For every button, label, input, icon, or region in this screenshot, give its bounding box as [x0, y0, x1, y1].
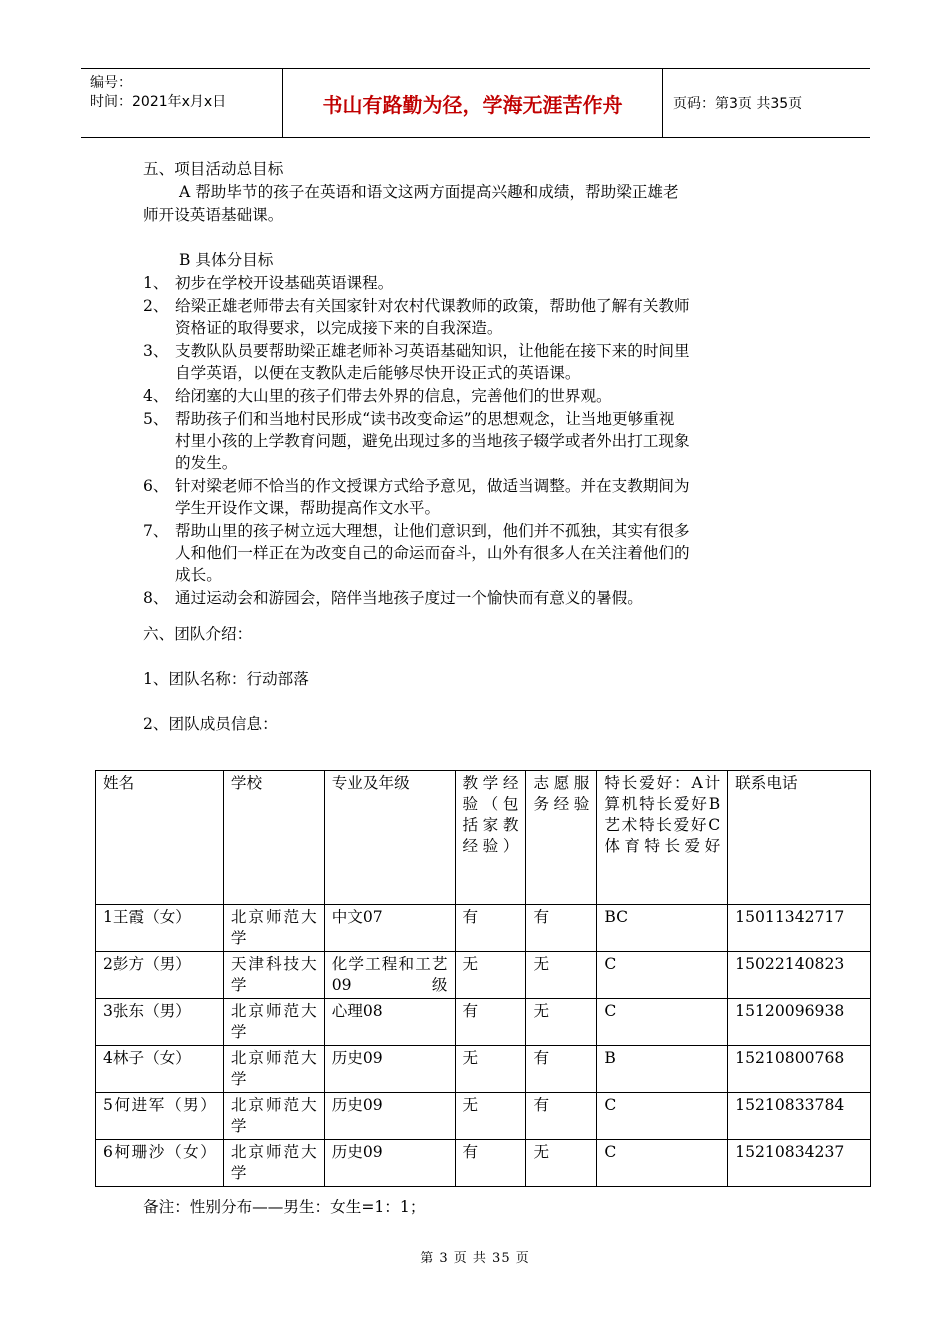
header-volunteer: 志愿服务经验: [526, 771, 597, 905]
cell-school: 北京师范大学: [223, 1093, 324, 1140]
cell-volunteer: 无: [526, 952, 597, 999]
goal-item-line: 学生开设作文课，帮助提高作文水平。: [175, 499, 441, 517]
header-hobby: 特长爱好：A计算机特长爱好B艺术特长爱好C体育特长爱好: [597, 771, 728, 905]
section5-title: 五、项目活动总目标: [143, 160, 284, 178]
cell-phone: 15210833784: [728, 1093, 871, 1140]
header-motto: 书山有路勤为径，学海无涯苦作舟: [283, 69, 663, 137]
table-row: [96, 1140, 871, 1187]
cell-major: 化学工程和工艺09级: [324, 952, 455, 999]
goal-item-line: 初步在学校开设基础英语课程。: [175, 274, 394, 292]
cell-phone: 15011342717: [728, 905, 871, 952]
cell-hobby: C: [597, 952, 728, 999]
time-label: 时间：2021年x月x日: [90, 94, 227, 110]
cell-school: 北京师范大学: [223, 1046, 324, 1093]
page-header: [81, 68, 870, 138]
cell-volunteer: 无: [526, 999, 597, 1046]
goal-item-num: 3、: [143, 342, 169, 360]
goal-a-line1: A 帮助毕节的孩子在英语和语文这两方面提高兴趣和成绩，帮助梁正雄老: [179, 183, 679, 201]
header-name: 姓名: [96, 771, 224, 905]
cell-phone: 15120096938: [728, 999, 871, 1046]
goal-item-line: 村里小孩的上学教育问题，避免出现过多的当地孩子辍学或者外出打工现象: [175, 432, 690, 450]
cell-school: 北京师范大学: [223, 905, 324, 952]
table-row: [96, 1046, 871, 1093]
cell-school: 天津科技大学: [223, 952, 324, 999]
gender-note: 备注：性别分布——男生：女生=1：1；: [143, 1198, 426, 1216]
members-table: [95, 770, 871, 1187]
section6-title: 六、团队介绍：: [143, 625, 253, 643]
goal-item-line: 帮助山里的孩子树立远大理想，让他们意识到，他们并不孤独，其实有很多: [175, 522, 690, 540]
table-row: [96, 952, 871, 999]
goal-item-num: 2、: [143, 297, 169, 315]
cell-name: 3张东（男）: [96, 999, 224, 1046]
cell-name: 4林子（女）: [96, 1046, 224, 1093]
goal-item-line: 帮助孩子们和当地村民形成“读书改变命运”的思想观念，让当地更够重视: [175, 410, 675, 428]
cell-hobby: C: [597, 999, 728, 1046]
table-row: [96, 905, 871, 952]
goal-item-line: 的发生。: [175, 454, 238, 472]
goal-item-line: 针对梁老师不恰当的作文授课方式给予意见，做适当调整。并在支教期间为: [175, 477, 690, 495]
table-header-row: [96, 771, 871, 905]
number-label: 编号：: [90, 75, 132, 91]
cell-major: 历史09: [324, 1046, 455, 1093]
cell-hobby: B: [597, 1046, 728, 1093]
page-footer: 第 3 页 共 35 页: [420, 1251, 530, 1266]
cell-teaching: 有: [455, 1140, 526, 1187]
cell-volunteer: 有: [526, 905, 597, 952]
cell-teaching: 有: [455, 999, 526, 1046]
header-teaching: 教学经验（包括家教经验）: [455, 771, 526, 905]
goal-item-num: 1、: [143, 274, 169, 292]
header-page-number: 页码：第3页 共35页: [673, 96, 803, 112]
header-school: 学校: [223, 771, 324, 905]
header-major: 专业及年级: [324, 771, 455, 905]
header-phone: 联系电话: [728, 771, 871, 905]
goal-item-line: 自学英语，以便在支教队走后能够尽快开设正式的英语课。: [175, 364, 581, 382]
cell-volunteer: 有: [526, 1093, 597, 1140]
goal-item-num: 6、: [143, 477, 169, 495]
goal-b-title: B 具体分目标: [179, 251, 274, 269]
header-meta: [81, 69, 283, 137]
cell-major: 历史09: [324, 1140, 455, 1187]
goal-a-line2: 师开设英语基础课。: [143, 206, 284, 224]
goal-item-line: 通过运动会和游园会，陪伴当地孩子度过一个愉快而有意义的暑假。: [175, 589, 643, 607]
cell-hobby: C: [597, 1140, 728, 1187]
goal-item-line: 资格证的取得要求，以完成接下来的自我深造。: [175, 319, 503, 337]
cell-name: 5何进军（男）: [96, 1093, 224, 1140]
table-row: [96, 1093, 871, 1140]
goal-item-num: 4、: [143, 387, 169, 405]
goal-item-line: 支教队队员要帮助梁正雄老师补习英语基础知识，让他能在接下来的时间里: [175, 342, 690, 360]
goal-item-num: 8、: [143, 589, 169, 607]
cell-phone: 15210800768: [728, 1046, 871, 1093]
cell-phone: 15210834237: [728, 1140, 871, 1187]
cell-name: 6柯珊沙（女）: [96, 1140, 224, 1187]
cell-major: 中文07: [324, 905, 455, 952]
goal-item-line: 给闭塞的大山里的孩子们带去外界的信息，完善他们的世界观。: [175, 387, 612, 405]
cell-volunteer: 有: [526, 1046, 597, 1093]
cell-major: 心理08: [324, 999, 455, 1046]
goal-item-line: 给梁正雄老师带去有关国家针对农村代课教师的政策，帮助他了解有关教师: [175, 297, 690, 315]
goal-item-num: 7、: [143, 522, 169, 540]
cell-volunteer: 无: [526, 1140, 597, 1187]
cell-school: 北京师范大学: [223, 999, 324, 1046]
cell-phone: 15022140823: [728, 952, 871, 999]
cell-name: 2彭方（男）: [96, 952, 224, 999]
table-row: [96, 999, 871, 1046]
cell-hobby: BC: [597, 905, 728, 952]
cell-teaching: 无: [455, 1093, 526, 1140]
cell-school: 北京师范大学: [223, 1140, 324, 1187]
members-title: 2、团队成员信息：: [143, 715, 278, 733]
goal-item-num: 5、: [143, 410, 169, 428]
cell-hobby: C: [597, 1093, 728, 1140]
team-name: 1、团队名称：行动部落: [143, 670, 309, 688]
cell-name: 1王霞（女）: [96, 905, 224, 952]
goal-item-line: 人和他们一样正在为改变自己的命运而奋斗，山外有很多人在关注着他们的: [175, 544, 690, 562]
cell-teaching: 无: [455, 1046, 526, 1093]
goal-item-line: 成长。: [175, 566, 222, 584]
cell-teaching: 无: [455, 952, 526, 999]
cell-major: 历史09: [324, 1093, 455, 1140]
cell-teaching: 有: [455, 905, 526, 952]
